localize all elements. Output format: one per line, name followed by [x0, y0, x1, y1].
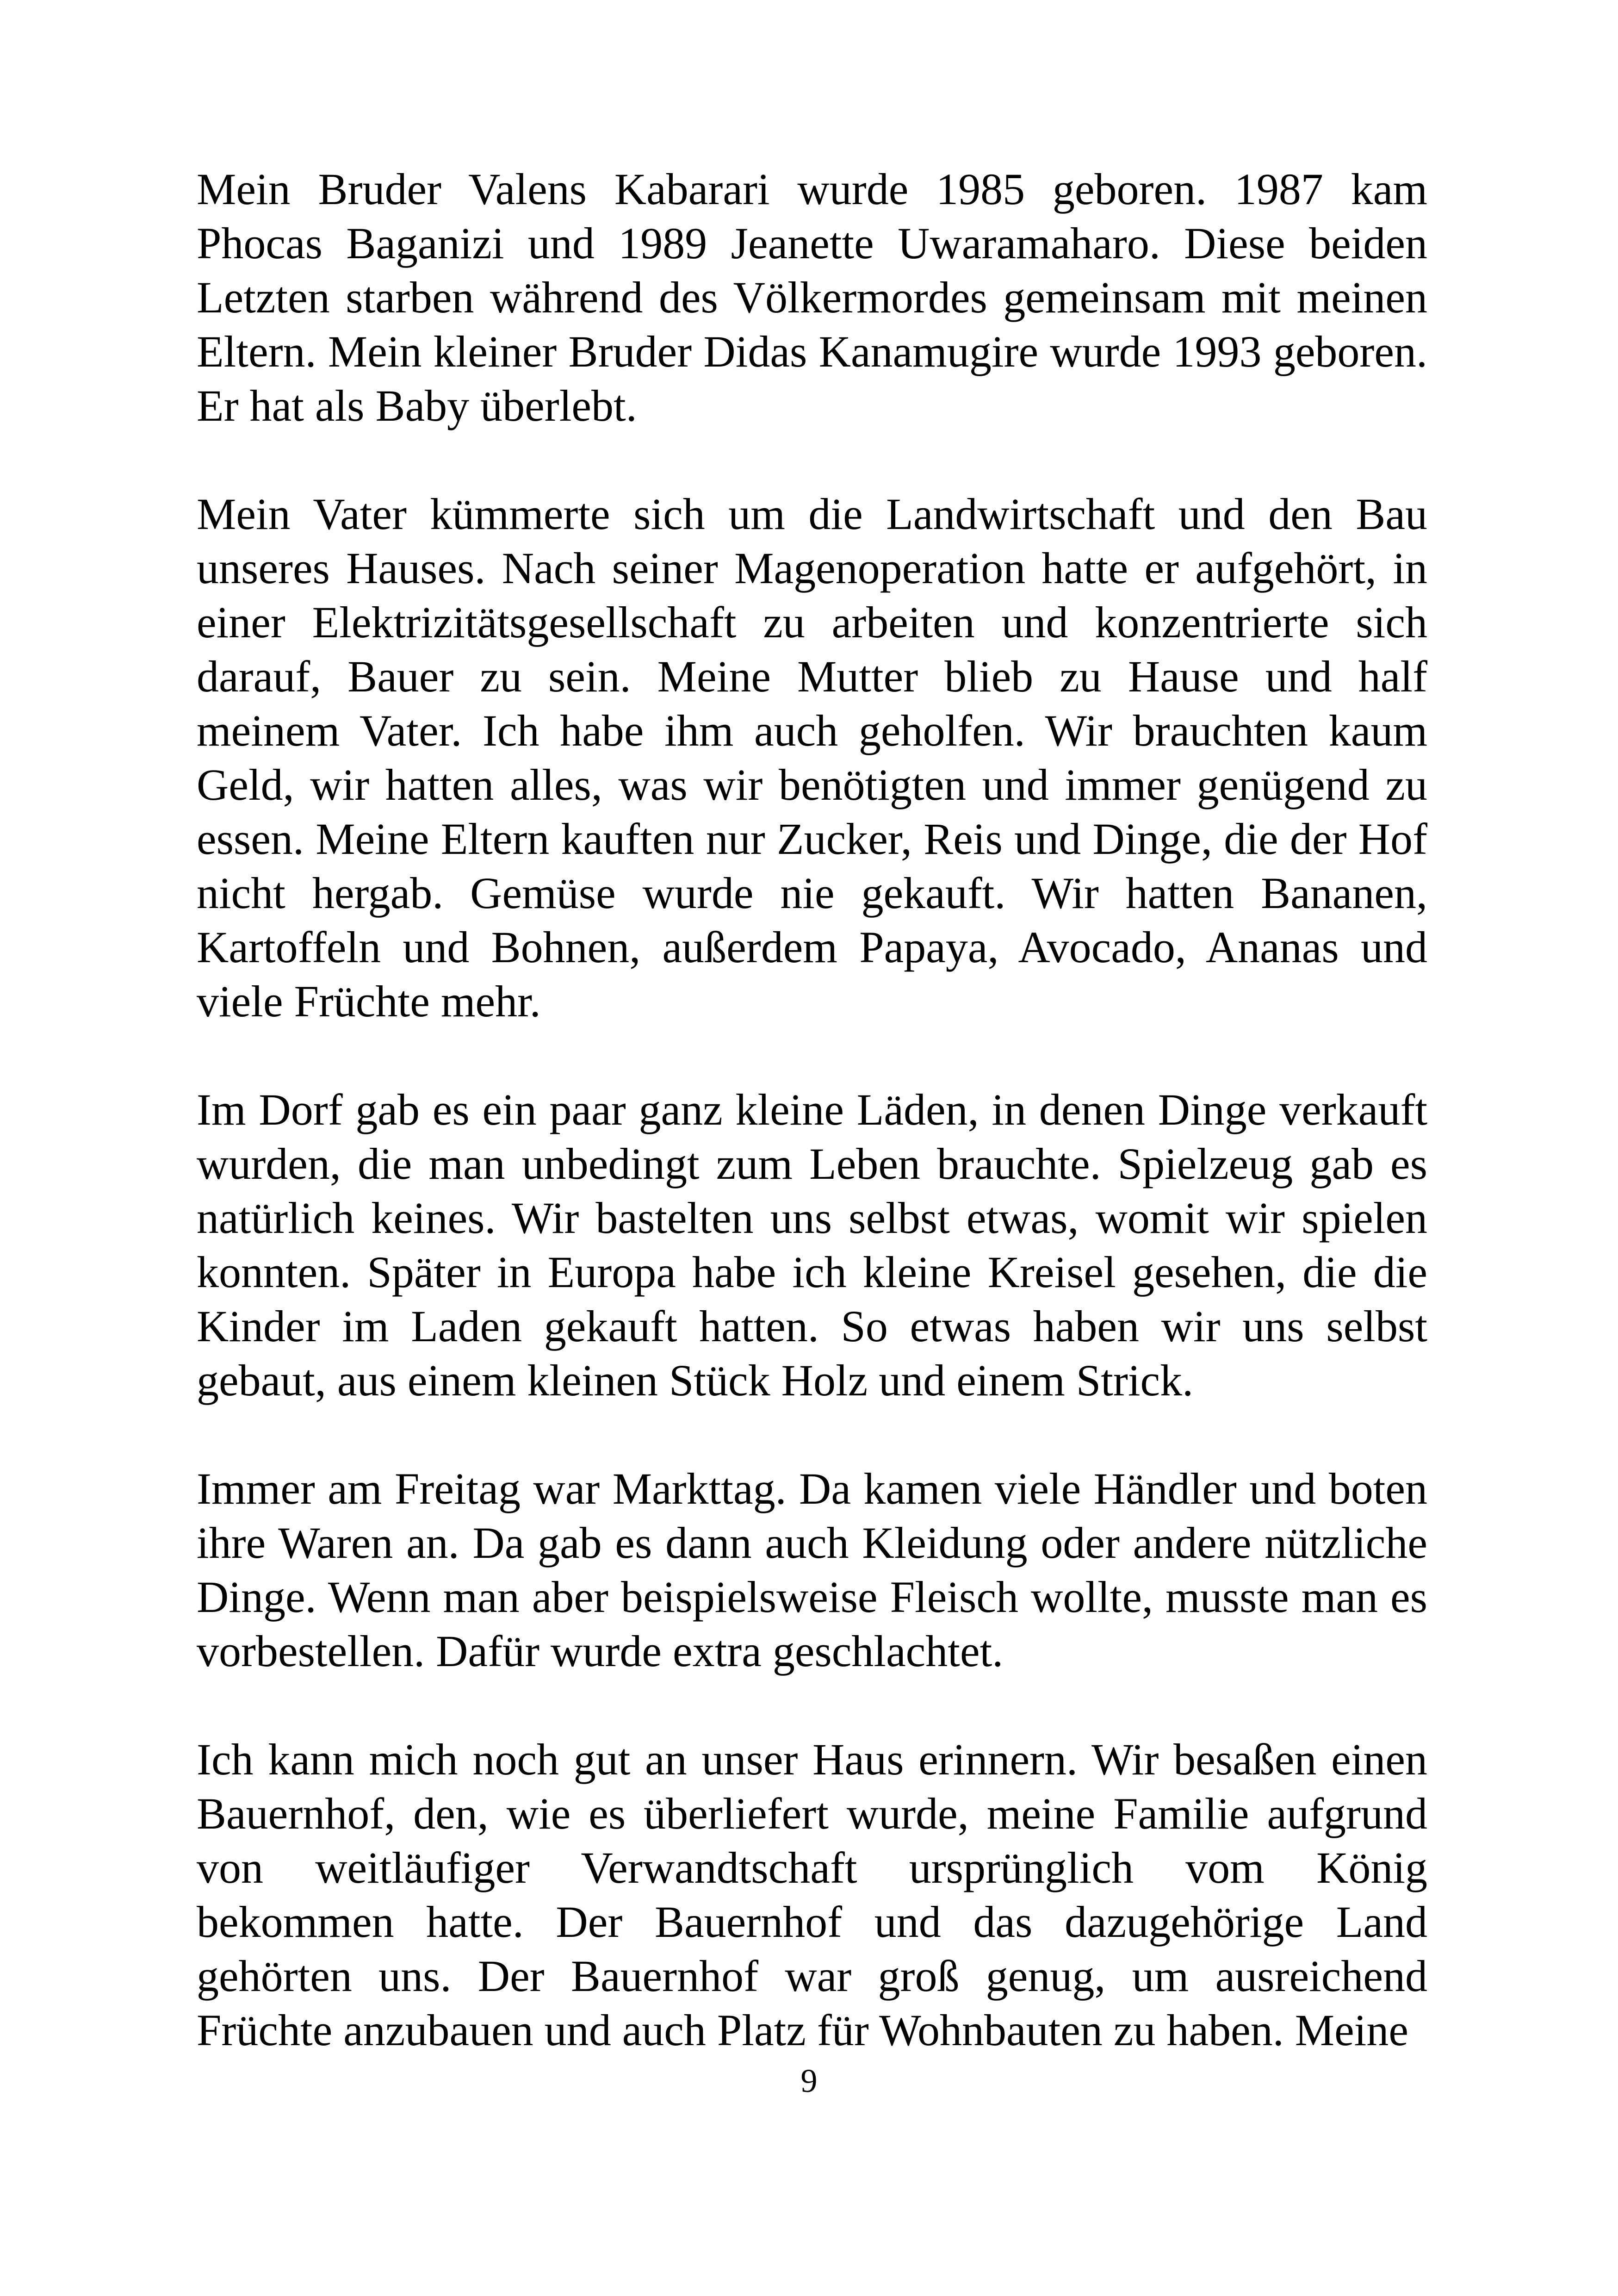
paragraph-3: Im Dorf gab es ein paar ganz kleine Läden, in denen Dinge verkauft wurden, die man unbedingt zum Leben brauchte. Spielzeug gab es natürlich keines. Wir bastelten uns selbst etwas, womit wir spielen konnten. Später in Europa habe ich kleine Kreisel gesehen, die die Kinder im Laden gekauft hatten. So etwas haben wir uns selbst gebaut, aus einem kleinen Stück Holz und einem Strick. [197, 1085, 1427, 1405]
paragraph-5: Ich kann mich noch gut an unser Haus erinnern. Wir besaßen einen Bauernhof, den, wie es überliefert wurde, meine Familie aufgrund von weitläufiger Verwandtschaft ursprünglich vom König bekommen hatte. Der Bauernhof und das dazugehörige Land gehörten uns. Der Bauernhof war groß genug, um ausreichend Früchte anzubauen und auch Platz für Wohnbauten zu haben. Meine [197, 1735, 1427, 2055]
body-text [197, 162, 1427, 2111]
paragraph-4: Immer am Freitag war Markttag. Da kamen viele Händler und boten ihre Waren an. Da gab es dann auch Kleidung oder andere nützliche Dinge. Wenn man aber beispielsweise Fleisch wollte, musste man es vorbestellen. Dafür wurde extra geschlachtet. [197, 1464, 1427, 1676]
paragraph-2: Mein Vater kümmerte sich um die Landwirtschaft und den Bau unseres Hauses. Nach seiner Magenoperation hatte er aufgehört, in einer Elektrizitätsgesellschaft zu arbeiten und konzentrierte sich darauf, Bauer zu sein. Meine Mutter blieb zu Hause und half meinem Vater. Ich habe ihm auch geholfen. Wir brauchten kaum Geld, wir hatten alles, was wir benötigten und immer genügend zu essen. Meine Eltern kauften nur Zucker, Reis und Dinge, die der Hof nicht hergab. Gemüse wurde nie gekauft. Wir hatten Bananen, Kartoffeln und Bohnen, außerdem Papaya, Avocado, Ananas und viele Früchte mehr. [197, 489, 1427, 1026]
page-number: 9 [800, 2062, 818, 2099]
paragraph-1: Mein Bruder Valens Kabarari wurde 1985 geboren. 1987 kam Phocas Baganizi und 1989 Jeanette Uwaramaharo. Diese beiden Letzten starben während des Völkermordes gemeinsam mit meinen Eltern. Mein kleiner Bruder Didas Kanamugire wurde 1993 geboren. Er hat als Baby überlebt. [197, 164, 1427, 430]
